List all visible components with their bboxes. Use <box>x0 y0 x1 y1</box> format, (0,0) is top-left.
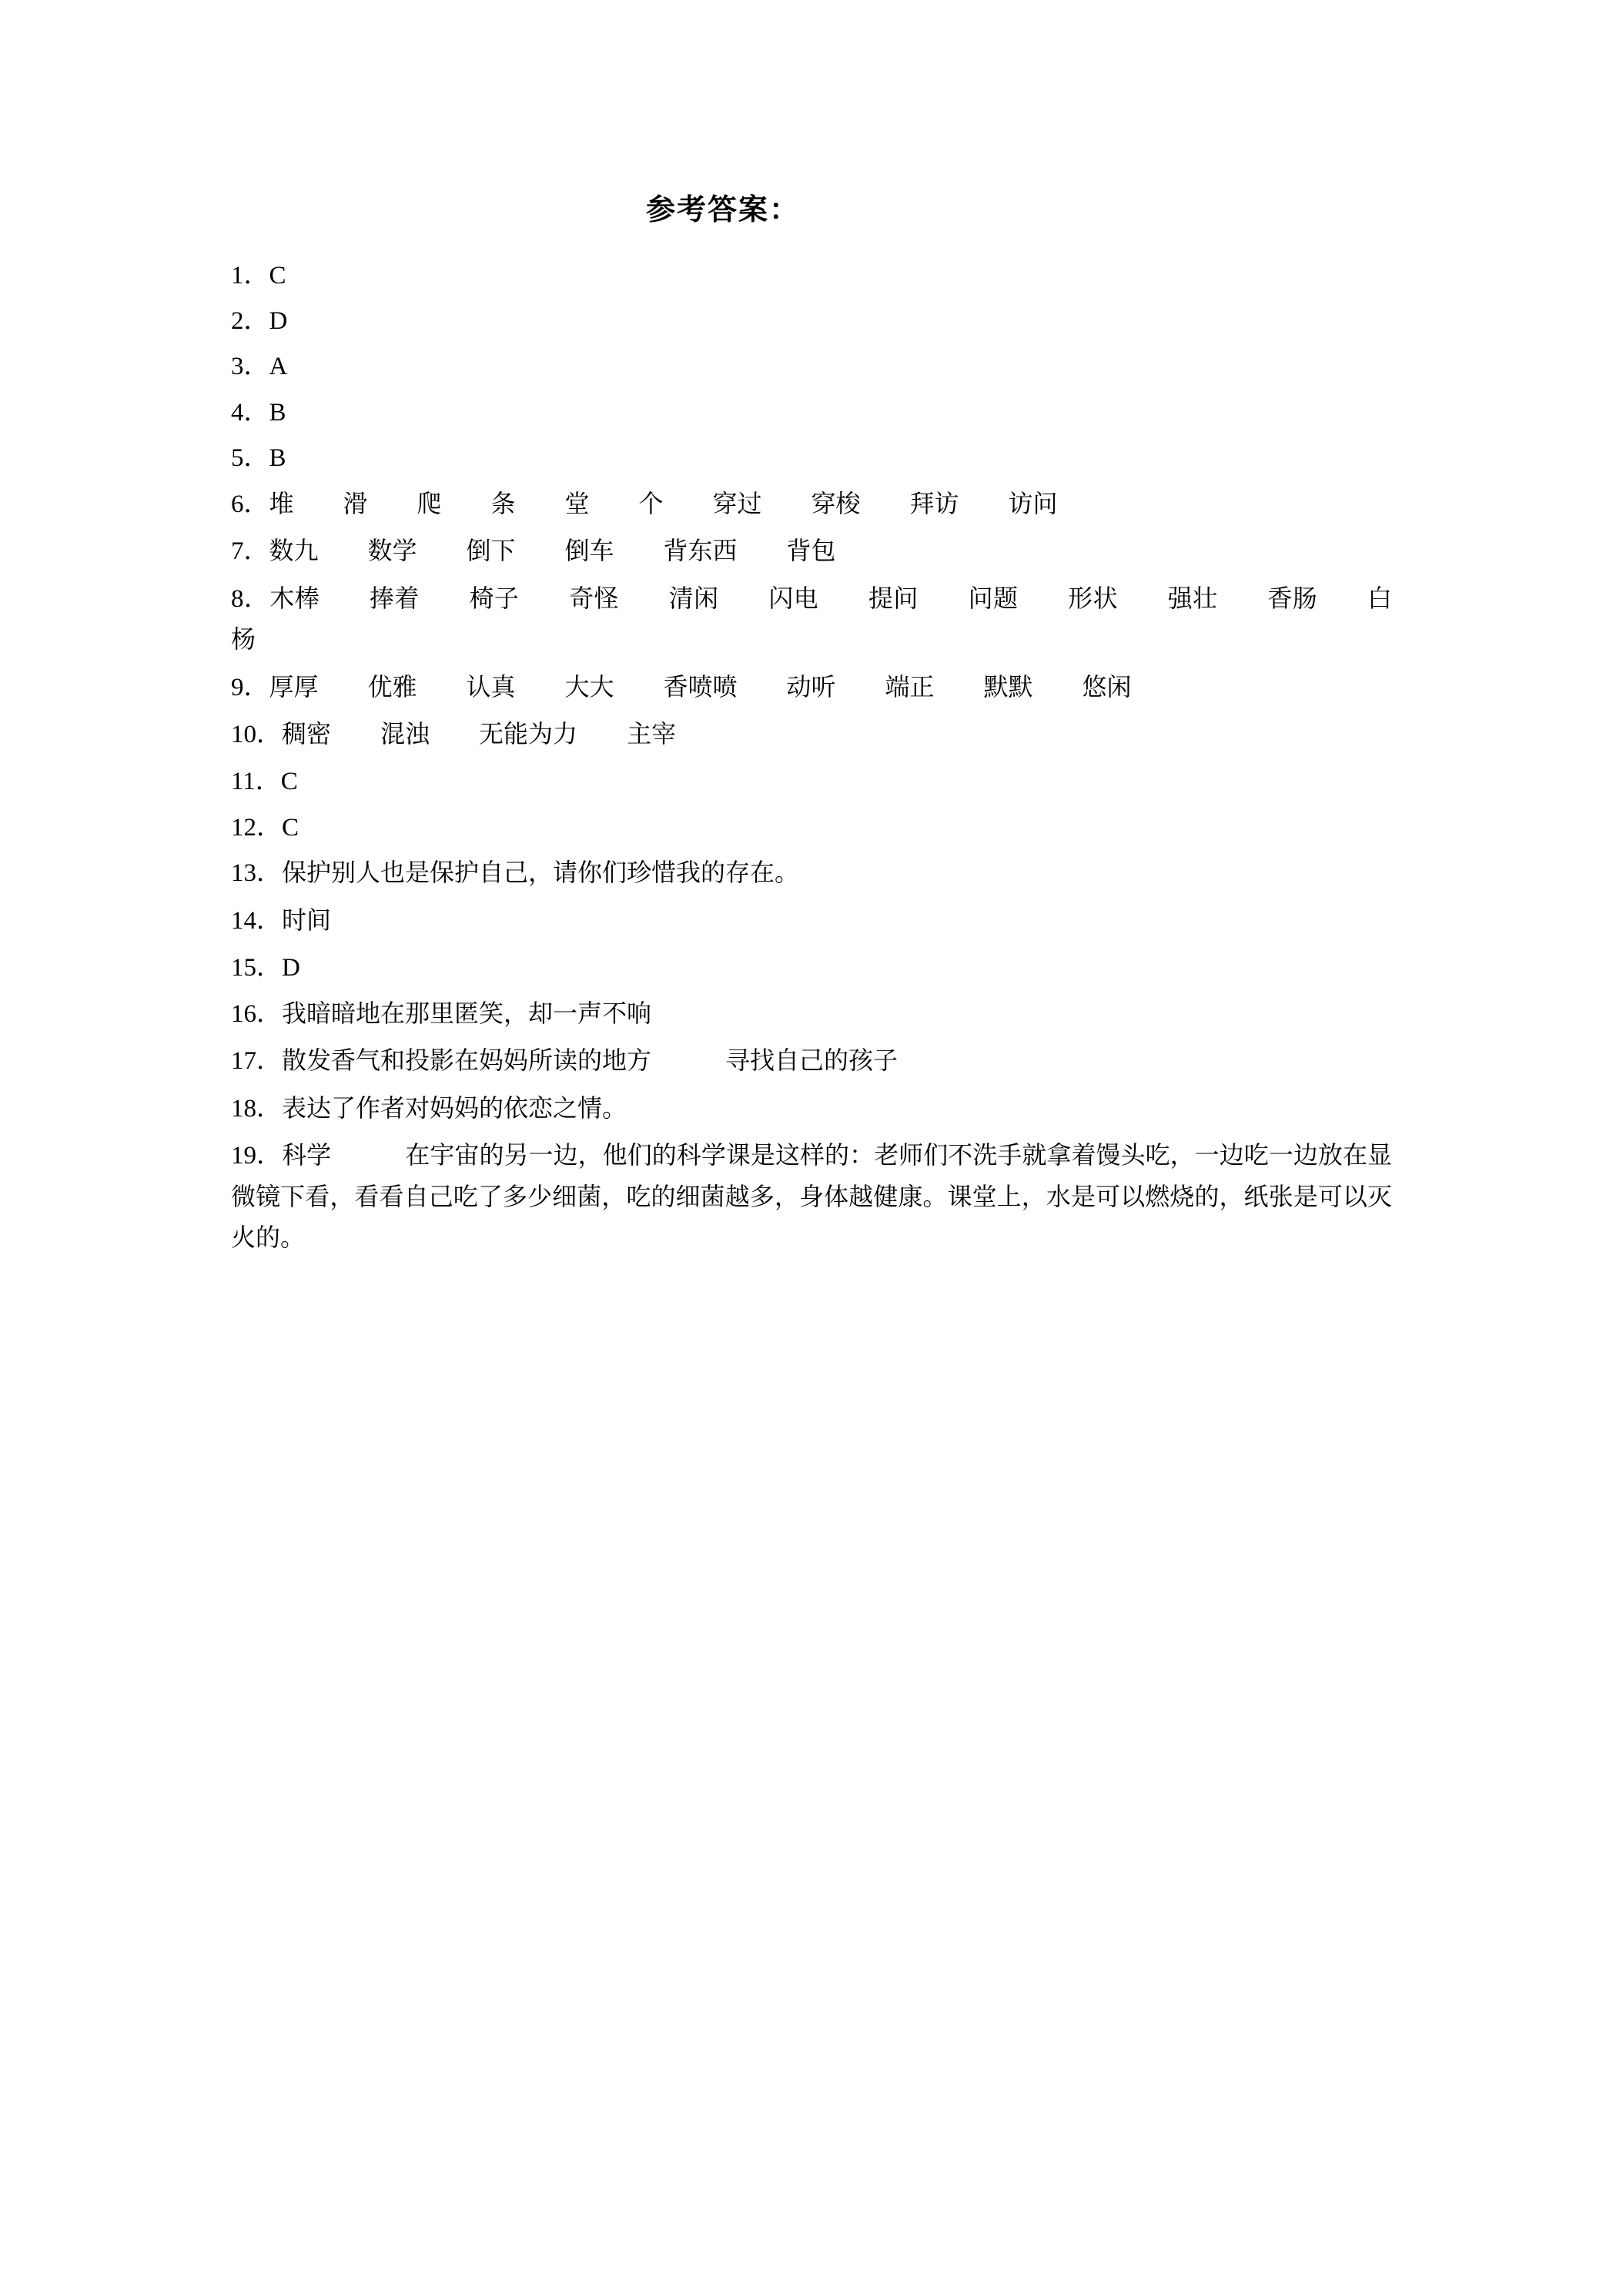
answer-number: 5． <box>231 444 269 473</box>
answer-number: 11． <box>231 768 281 796</box>
answer-item <box>231 393 1392 433</box>
answer-item <box>231 901 1392 942</box>
answer-item <box>231 301 1392 342</box>
answer-item <box>231 1136 1392 1259</box>
answer-item <box>231 484 1392 525</box>
answer-number: 15． <box>231 954 282 982</box>
answer-item <box>231 853 1392 894</box>
answer-item <box>231 346 1392 387</box>
answer-text: D <box>269 306 288 335</box>
answer-number: 3． <box>231 353 269 381</box>
answer-item <box>231 438 1392 479</box>
answer-item <box>231 668 1392 708</box>
answer-item <box>231 256 1392 296</box>
answer-item <box>231 994 1392 1035</box>
answer-item <box>231 531 1392 572</box>
answer-item <box>231 579 1392 661</box>
answer-text: A <box>269 353 288 381</box>
answer-text: 木棒 捧着 椅子 奇怪 清闲 闪电 提问 问题 形状 强壮 香肠 白杨 <box>231 584 1392 654</box>
answer-text: 稠密 混浊 无能为力 主宰 <box>282 720 677 748</box>
page-title: 参考答案： <box>645 194 800 226</box>
answer-number: 19． <box>231 1142 283 1170</box>
answer-text: B <box>269 398 286 427</box>
answer-number: 16． <box>231 999 282 1028</box>
answer-number: 18． <box>231 1094 282 1123</box>
answer-number: 7． <box>231 537 269 566</box>
answer-text: 数九 数学 倒下 倒车 背东西 背包 <box>269 537 836 565</box>
answer-text: B <box>269 444 286 473</box>
answer-number: 13． <box>231 859 282 888</box>
answer-item <box>231 761 1392 802</box>
answer-text: D <box>282 954 300 982</box>
answer-list <box>231 256 1392 1260</box>
answer-number: 2． <box>231 306 269 335</box>
answer-number: 9． <box>231 673 269 701</box>
answer-text: 时间 <box>282 905 332 934</box>
answer-number: 14． <box>231 906 282 935</box>
answer-item <box>231 948 1392 989</box>
answer-number: 4． <box>231 398 269 427</box>
answer-text: C <box>269 261 286 290</box>
answer-number: 10． <box>231 721 282 749</box>
answer-text: 堆 滑 爬 条 堂 个 穿过 穿梭 拜访 访问 <box>269 489 1058 517</box>
answer-item <box>231 715 1392 755</box>
answer-number: 6． <box>231 490 269 518</box>
answer-text: 表达了作者对妈妈的依恋之情。 <box>282 1093 627 1122</box>
answer-number: 17． <box>231 1047 282 1076</box>
answer-item <box>231 1089 1392 1130</box>
answer-number: 8． <box>231 584 270 613</box>
answer-item <box>231 1041 1392 1082</box>
answer-number: 1． <box>231 261 269 290</box>
answer-text: C <box>282 813 300 842</box>
answer-item <box>231 808 1392 848</box>
answer-text: 保护别人也是保护自己，请你们珍惜我的存在。 <box>282 858 800 887</box>
answer-text: 散发香气和投影在妈妈所读的地方 寻找自己的孩子 <box>282 1046 899 1075</box>
answer-text: 我暗暗地在那里匿笑，却一声不响 <box>282 999 652 1027</box>
answer-text: 厚厚 优雅 认真 大大 香喷喷 动听 端正 默默 悠闲 <box>269 672 1132 701</box>
answer-text: C <box>280 768 298 796</box>
answer-text: 科学 在宇宙的另一边，他们的科学课是这样的：老师们不洗手就拿着馒头吃，一边吃一边放在显微镜下看，看看自己吃了多少细菌，吃的细菌越多，身体越健康。课堂上，水是可以燃烧的，纸张是可以灭火的。 <box>231 1141 1392 1252</box>
answer-number: 12． <box>231 813 282 842</box>
